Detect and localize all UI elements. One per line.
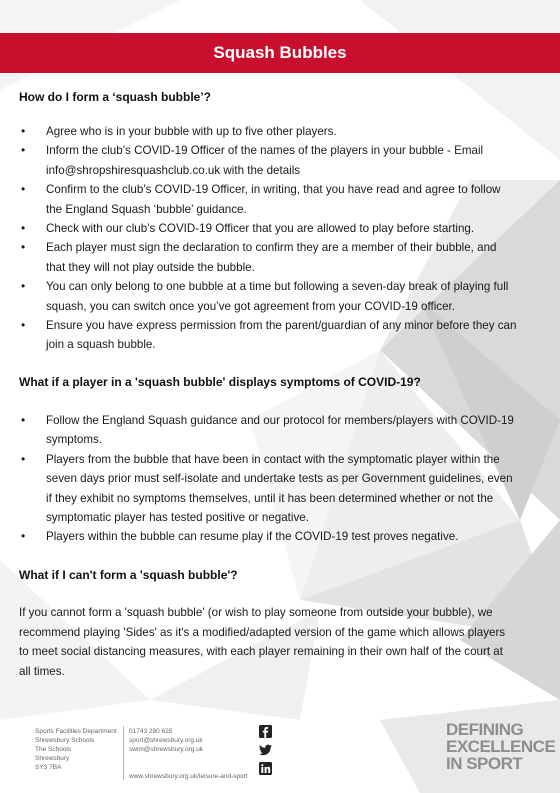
address-line: Shrewsbury [35, 755, 70, 762]
list-item-text: Ensure you have express permission from the parent/guardian of any minor before they can [46, 319, 517, 333]
list-item-text: that they will not play outside the bubble. [46, 260, 255, 274]
list-item: • Ensure you have express permission from the parent/guardian of any minor before they can join a squash bubble. [21, 318, 517, 352]
list-item-text: Players within the bubble can resume play if the COVID-19 test proves negative. [46, 530, 459, 544]
list-item: • Agree who is in your bubble with up to five other players. [21, 124, 337, 138]
tagline-line: IN SPORT [446, 754, 523, 773]
section-heading-symptoms: What if a player in a 'squash bubble' displays symptoms of COVID-19? [19, 375, 421, 389]
symptoms-list [19, 411, 539, 547]
twitter-icon[interactable] [259, 744, 272, 756]
sides-paragraph [19, 603, 539, 681]
list-item-text: Follow the England Squash guidance and our protocol for members/players with COVID-19 [46, 414, 514, 427]
paragraph-line: all times. [19, 664, 65, 678]
address-line: The Schools [35, 746, 72, 753]
address-line: SY3 7BA [35, 764, 62, 771]
list-item-text: Each player must sign the declaration to confirm they are a member of their bubble, and [46, 241, 497, 255]
bubble-steps-list [19, 122, 539, 355]
facebook-icon[interactable] [259, 725, 272, 738]
footer-divider [123, 726, 124, 780]
list-item: • Check with our club’s COVID-19 Officer that you are allowed to play before starting. [21, 221, 475, 236]
list-item: • Players within the bubble can resume play if the COVID-19 test proves negative. [21, 529, 459, 544]
list-item-text: symptomatic player has tested positive or negative. [46, 511, 309, 525]
contact-email-sport[interactable]: sport@shrewsbury.org.uk [129, 737, 203, 744]
list-item: • Follow the England Squash guidance and our protocol for members/players with COVID-19 symptoms. [21, 413, 514, 447]
list-item-text: join a squash bubble. [46, 338, 156, 352]
list-item-text: Confirm to the club’s COVID-19 Officer, in writing, that you have read and agree to follow [46, 183, 501, 197]
list-item: • Confirm to the club’s COVID-19 Officer, in writing, that you have read and agree to follow the England Squash ‘bubble’ guidance. [21, 182, 501, 216]
tagline-line: DEFINING [446, 720, 524, 739]
list-item: • Players from the bubble that have been in contact with the symptomatic player within the seven days prior must self-isolate and undertake tests as per Government guidelines, even if they exhibit no symptoms themselves, until it has been determined whether or not the symptomatic player has tested positive or negative. [21, 451, 513, 525]
list-item-text: Agree who is in your bubble with up to five other players. [46, 125, 337, 138]
title-banner [0, 33, 560, 73]
social-links [259, 725, 273, 781]
tagline-logo [446, 721, 555, 772]
list-item: • Inform the club’s COVID-19 Officer of the names of the players in your bubble - Email info@shropshiresquashclub.co.uk with the details [21, 143, 484, 177]
page-title: Squash Bubbles [213, 43, 347, 62]
paragraph-line: If you cannot form a 'squash bubble' (or wish to play someone from outside your bubble), we [19, 606, 493, 619]
footer [0, 720, 560, 793]
website-link[interactable]: www.shrewsbury.org.uk/leisure-and-sport [129, 773, 248, 780]
list-item: • You can only belong to one bubble at a time but following a seven-day break of playing full squash, you can switch once you’ve got agreement from your COVID-19 officer. [21, 279, 509, 313]
list-item-text: if they exhibit no symptoms themselves, until it has been determined whether or not the [46, 491, 494, 505]
paragraph-line: recommend playing 'Sides' as it's a modified/adapted version of the game which allows players [19, 625, 506, 639]
list-item: • Each player must sign the declaration to confirm they are a member of their bubble, and that they will not play outside the bubble. [21, 240, 497, 274]
list-item-text: squash, you can switch once you’ve got agreement from your COVID-19 officer. [46, 299, 455, 313]
list-item-text: You can only belong to one bubble at a time but following a seven-day break of playing full [46, 280, 509, 294]
list-item-text: seven days prior must self-isolate and undertake tests as per Government guidelines, even [46, 472, 513, 486]
footer-address [35, 727, 117, 772]
address-line: Sports Facilities Department [35, 728, 117, 735]
footer-contact [129, 727, 248, 781]
list-item-text: Players from the bubble that have been in contact with the symptomatic player within the [46, 452, 500, 466]
section-heading-no-bubble: What if I can't form a 'squash bubble'? [19, 568, 238, 582]
address-line: Shrewsbury Schools [35, 737, 95, 744]
section-heading-form-bubble: How do I form a ‘squash bubble’? [19, 90, 212, 104]
paragraph-line: to meet social distancing measures, with each player remaining in their own half of the court at [19, 645, 503, 658]
list-item-text: info@shropshiresquashclub.co.uk with the details [46, 163, 301, 177]
list-item-text: the England Squash ‘bubble’ guidance. [46, 202, 247, 216]
linkedin-icon[interactable] [259, 762, 272, 775]
contact-email-swim[interactable]: swim@shrewsbury.org.uk [129, 746, 204, 753]
list-item-text: Check with our club’s COVID-19 Officer that you are allowed to play before starting. [46, 222, 475, 236]
contact-phone: 01743 280 625 [129, 728, 173, 735]
list-item-text: symptoms. [46, 433, 103, 447]
list-item-text: Inform the club’s COVID-19 Officer of the names of the players in your bubble - Email [46, 144, 484, 158]
tagline-line: EXCELLENCE [446, 737, 556, 756]
